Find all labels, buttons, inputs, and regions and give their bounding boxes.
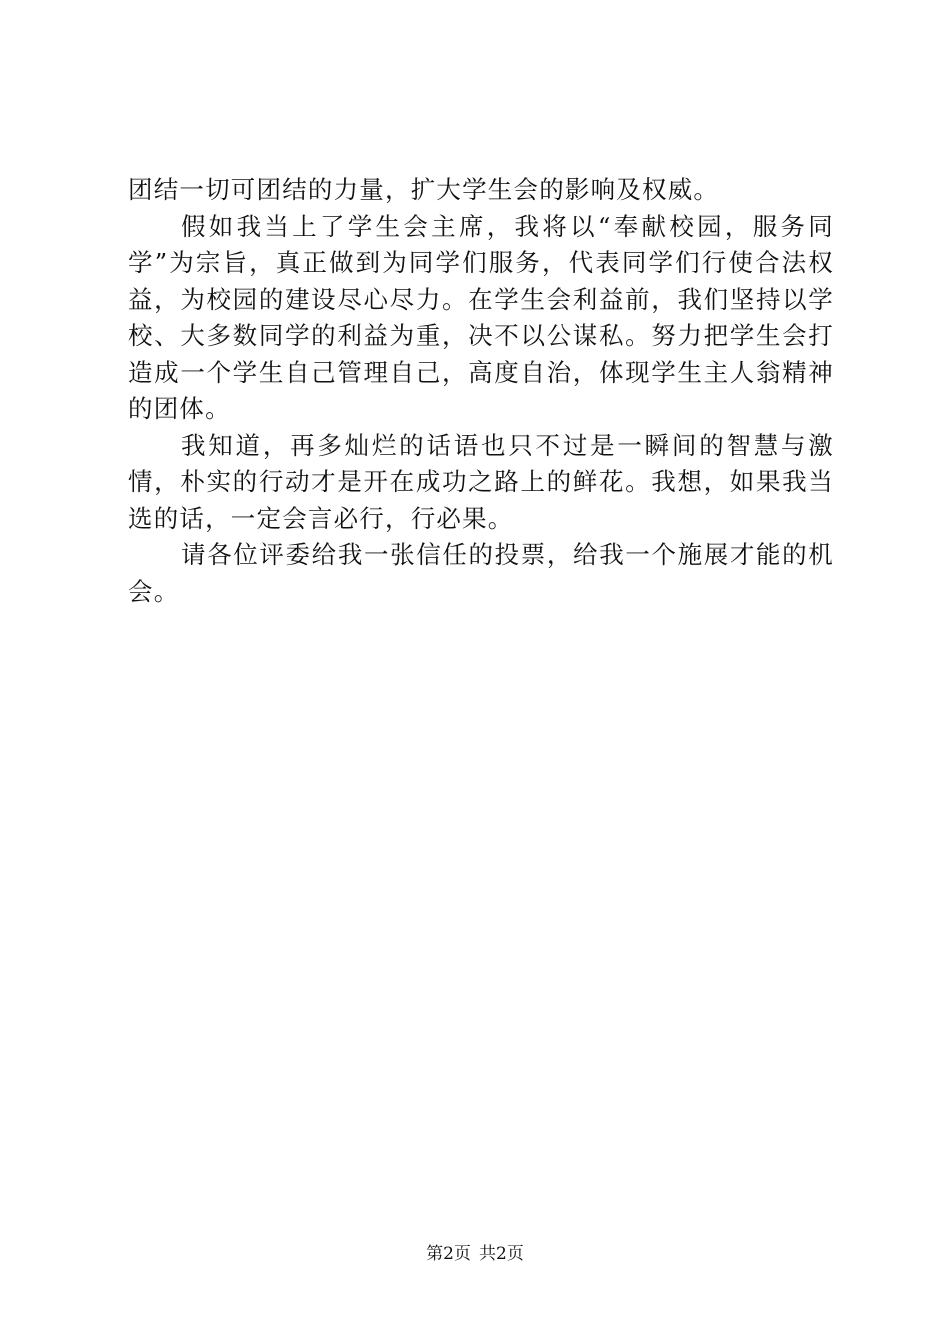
document-body (128, 172, 834, 610)
paragraph-2: 假如我当上了学生会主席，我将以“奉献校园，服务同学”为宗旨，真正做到为同学们服务，代表同学们行使合法权益，为校园的建设尽心尽力。在学生会利益前，我们坚持以学校、大多数同学的利益为重，决不以公谋私。努力把学生会打造成一个学生自己管理自己，高度自治，体现学生主人翁精神的团体。 (128, 211, 834, 423)
paragraph-3: 我知道，再多灿烂的话语也只不过是一瞬间的智慧与激情，朴实的行动才是开在成功之路上的鲜花。我想，如果我当选的话，一定会言必行，行必果。 (128, 430, 834, 533)
page-total: 共2页 (479, 1244, 524, 1264)
paragraph-4: 请各位评委给我一张信任的投票，给我一个施展才能的机会。 (128, 540, 834, 606)
page-footer (0, 1243, 950, 1265)
paragraph-1: 团结一切可团结的力量，扩大学生会的影响及权威。 (128, 175, 720, 204)
page-number: 第2页 (426, 1244, 471, 1264)
